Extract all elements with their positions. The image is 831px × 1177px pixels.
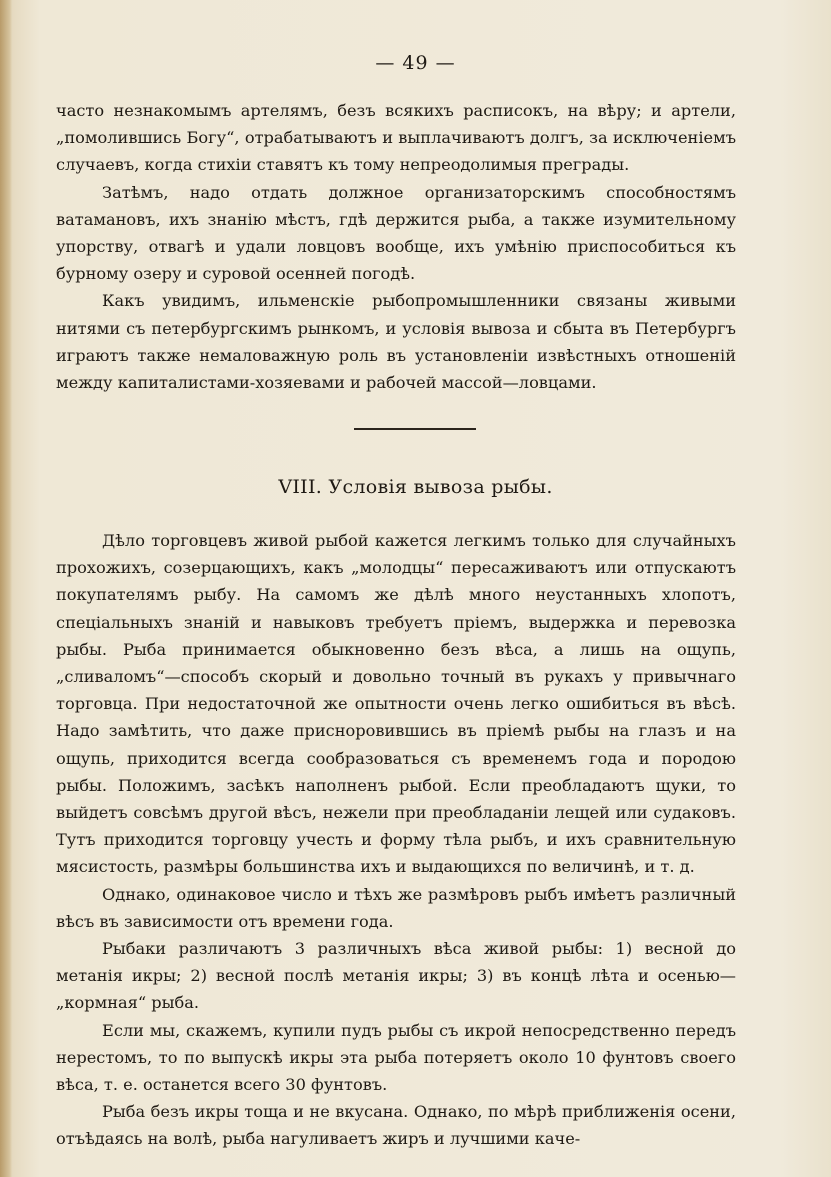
section-body [56,527,736,1153]
continuation-text [56,97,736,396]
section-heading: VIII. Условія вывоза рыбы. [278,476,553,498]
paragraph: Затѣмъ, надо отдать должное организаторскимъ способностямъ ватамановъ, ихъ знанію мѣстъ, гдѣ держится рыба, а также изумительному упорству, отвагѣ и удали ловцовъ вообще, ихъ умѣнію приспособиться къ бурному озеру и суровой осенней погодѣ. [56,182,736,284]
paragraph: Однако, одинаковое число и тѣхъ же размѣровъ рыбъ имѣетъ различный вѣсъ въ зависимости отъ времени года. [56,884,736,931]
page-number: — 49 — [375,52,456,74]
paragraph: Рыбаки различаютъ 3 различныхъ вѣса живой рыбы: 1) весной до метанія икры; 2) весной послѣ метанія икры; 3) въ концѣ лѣта и осенью—„кормная“ рыба. [56,939,736,1013]
section-divider [354,428,476,430]
page-binding-edge [0,0,12,1177]
paragraph: Рыба безъ икры тоща и не вкусана. Однако, по мѣрѣ приближенія осени, отъѣдаясь на волѣ, рыба нагуливаетъ жиръ и лучшими каче- [56,1102,736,1149]
paragraph: Дѣло торговцевъ живой рыбой кажется легкимъ только для случайныхъ прохожихъ, созерцающихъ, какъ „молодцы“ пересаживаютъ или отпускаютъ покупателямъ рыбу. На самомъ же дѣлѣ много неустанныхъ хлопотъ, спеціальныхъ знаній и навыковъ требуетъ пріемъ, выдержка и перевозка рыбы. Рыба принимается обыкновенно безъ вѣса, а лишь на ощупь, „сливаломъ“—способъ скорый и довольно точный въ рукахъ у привычнаго торговца. При недостаточной же опытности очень легко ошибиться въ вѣсѣ. Надо замѣтить, что даже присноровившись въ пріемѣ рыбы на глазъ и на ощупь, приходится всегда сообразоваться съ временемъ года и породою рыбы. Положимъ, засѣкъ наполненъ рыбой. Если преобладаютъ щуки, то выйдетъ совсѣмъ другой вѣсъ, нежели при преобладаніи лещей или судаковъ. Тутъ приходится торговцу учесть и форму тѣла рыбъ, и ихъ сравнительную мясистость, размѣры большинства ихъ и выдающихся по величинѣ, и т. д. [56,531,736,877]
paragraph: Какъ увидимъ, ильменскіе рыбопромышленники связаны живыми нитями съ петербургскимъ рынкомъ, и условія вывоза и сбыта въ Петербургъ играютъ также немаловажную роль въ установленіи извѣстныхъ отношеній между капиталистами-хозяевами и рабочей массой—ловцами. [56,291,736,393]
paragraph: часто незнакомымъ артелямъ, безъ всякихъ расписокъ, на вѣру; и артели, „помолившись Богу“, отрабатываютъ и выплачиваютъ долгъ, за исключеніемъ случаевъ, когда стихіи ставятъ къ тому непреодолимыя преграды. [56,101,736,175]
paragraph: Если мы, скажемъ, купили пудъ рыбы съ икрой непосредственно передъ нерестомъ, то по выпускѣ икры эта рыба потеряетъ около 10 фунтовъ своего вѣса, т. е. останется всего 30 фунтовъ. [56,1020,736,1095]
